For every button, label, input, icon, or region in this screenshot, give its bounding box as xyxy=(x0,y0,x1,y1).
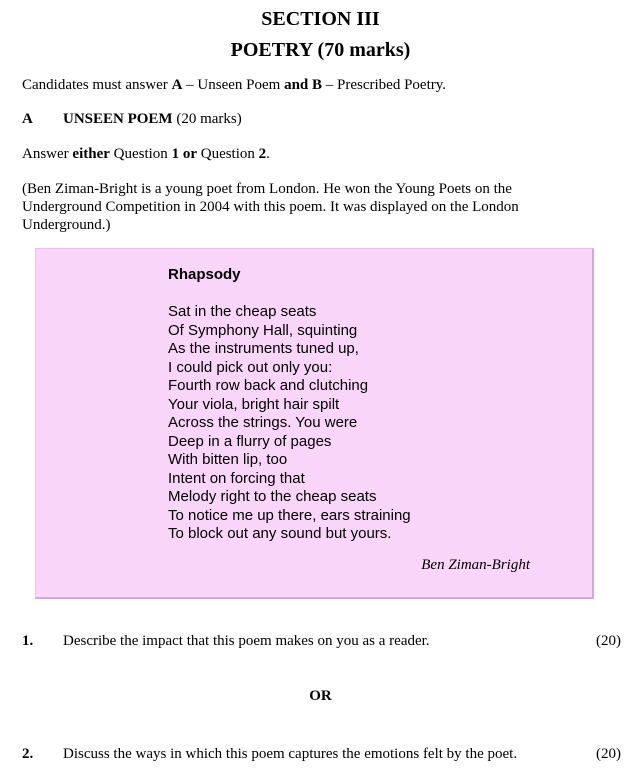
section-title: SECTION III xyxy=(261,8,380,30)
poet-bio-line-2: Underground Competition in 2004 with this poem. It was displayed on the London xyxy=(22,199,519,215)
poet-bio xyxy=(22,180,587,234)
answer-period: . xyxy=(266,146,270,162)
candidates-text-1: Candidates must answer xyxy=(22,77,172,93)
candidates-part-a: A xyxy=(171,77,183,93)
part-a-marks: (20 marks) xyxy=(172,111,242,127)
candidates-text-2: – Unseen Poem xyxy=(182,77,285,93)
part-a-heading xyxy=(22,110,582,128)
or-divider: OR xyxy=(309,688,332,704)
answer-either: either xyxy=(72,146,110,162)
poem-author: Ben Ziman-Bright xyxy=(421,557,530,573)
poem-line: Melody right to the cheap seats xyxy=(168,488,377,505)
poem-line: Across the strings. You were xyxy=(168,414,358,431)
poem-title: Rhapsody xyxy=(168,266,241,283)
poem-line: Sat in the cheap seats xyxy=(168,303,317,320)
poetry-title: POETRY (70 marks) xyxy=(230,39,411,61)
candidates-text-3: – Prescribed Poetry. xyxy=(322,77,447,93)
poem-line: Your viola, bright hair spilt xyxy=(168,395,340,413)
poet-bio-line-3: Underground.) xyxy=(22,217,111,233)
poem-line: As the instruments tuned up, xyxy=(168,340,359,357)
question-2-number: 2. xyxy=(22,746,34,762)
poet-bio-line-1: (Ben Ziman-Bright is a young poet from London. He won the Young Poets on the xyxy=(22,181,512,197)
answer-instruction xyxy=(22,145,582,163)
candidates-instruction xyxy=(22,76,582,94)
answer-text-2: Question xyxy=(109,146,172,162)
answer-q1-or: 1 or xyxy=(171,146,197,162)
poem-line: To block out any sound but yours. xyxy=(168,525,392,542)
question-2-marks: (20) xyxy=(596,746,621,762)
poem-box xyxy=(35,248,594,599)
answer-text-3: Question xyxy=(196,146,259,162)
poem-line: With bitten lip, too xyxy=(168,451,288,468)
candidates-and-b: and B xyxy=(284,77,323,93)
part-a-letter: A xyxy=(22,111,33,127)
poem-line: To notice me up there, ears straining xyxy=(168,506,411,524)
question-2-text: Discuss the ways in which this poem captures the emotions felt by the poet. xyxy=(63,746,518,762)
poem-lines xyxy=(168,303,411,544)
poem-line: Deep in a flurry of pages xyxy=(168,432,332,450)
question-1-marks: (20) xyxy=(596,633,621,649)
question-1-text: Describe the impact that this poem makes on you as a reader. xyxy=(63,633,430,649)
poem-line: Intent on forcing that xyxy=(168,469,305,487)
poem-line: Of Symphony Hall, squinting xyxy=(168,321,358,339)
part-a-title: UNSEEN POEM xyxy=(63,111,173,127)
question-1-number: 1. xyxy=(22,633,34,649)
poem-line: I could pick out only you: xyxy=(168,358,333,376)
poem-line: Fourth row back and clutching xyxy=(168,377,369,394)
answer-text-1: Answer xyxy=(22,146,73,162)
answer-q2: 2 xyxy=(258,146,267,162)
